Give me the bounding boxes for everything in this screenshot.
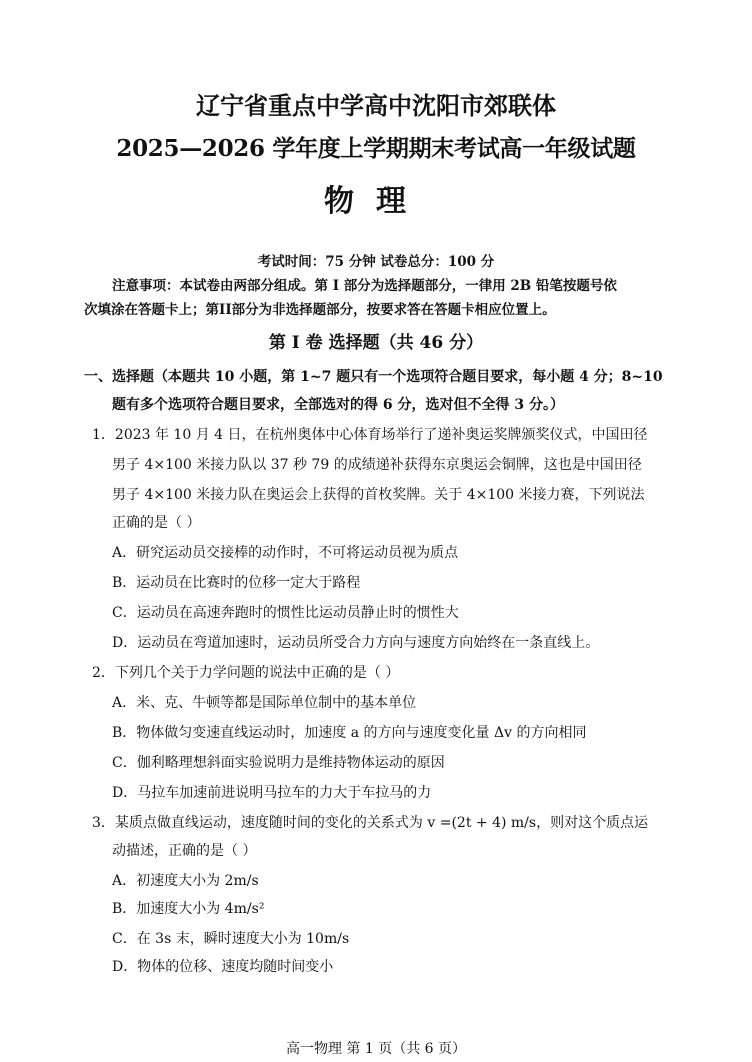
q2-option-a: A．米、克、牛顿等都是国际单位制中的基本单位 xyxy=(112,695,417,711)
q1-stem-line-4: 正确的是（ ） xyxy=(112,515,201,531)
notice-line-2: 次填涂在答题卡上；第II部分为非选择题部分，按要求答在答题卡相应位置上。 xyxy=(84,302,556,318)
subject-title: 物理 xyxy=(324,184,428,219)
q3-option-c: C．在 3s 末，瞬时速度大小为 10m/s xyxy=(112,931,350,947)
instructions-line-1: 一、选择题（本题共 10 小题，第 1~7 题只有一个选项符合题目要求，每小题 4 分；8~10 xyxy=(84,369,663,385)
q1-stem-line-1: 1．2023 年 10 月 4 日，在杭州奥体中心体育场举行了递补奥运奖牌颁奖仪式，中国田径 xyxy=(92,427,648,443)
q2-option-c: C．伽利略理想斜面实验说明力是维持物体运动的原因 xyxy=(112,755,445,771)
q2-option-b: B．物体做匀变速直线运动时，加速度 a 的方向与速度变化量 Δv 的方向相同 xyxy=(112,725,587,741)
q1-stem-line-3: 男子 4×100 米接力队在奥运会上获得的首枚奖牌。关于 4×100 米接力赛，下列说法 xyxy=(112,487,645,503)
q1-option-c: C．运动员在高速奔跑时的惯性比运动员静止时的惯性大 xyxy=(112,605,459,621)
q3-option-a: A．初速度大小为 2m/s xyxy=(112,873,259,889)
q3-option-b: B．加速度大小为 4m/s² xyxy=(112,901,265,917)
notice-line-1: 注意事项：本试卷由两部分组成。第 I 部分为选择题部分，一律用 2B 铅笔按题号依 xyxy=(112,278,617,294)
q2-stem-line-1: 2．下列几个关于力学问题的说法中正确的是（ ） xyxy=(92,665,400,681)
section-title: 第 I 卷 选择题（共 46 分） xyxy=(268,333,484,353)
q3-stem-line-2: 动描述，正确的是（ ） xyxy=(112,843,257,859)
q1-option-a: A．研究运动员交接棒的动作时，不可将运动员视为质点 xyxy=(112,545,459,561)
title-line-2: 2025—2026 学年度上学期期末考试高一年级试题 xyxy=(116,135,636,162)
q1-stem-line-2: 男子 4×100 米接力队以 37 秒 79 的成绩递补获得东京奥运会铜牌，这也是中国田径 xyxy=(112,457,642,473)
instructions-line-2: 题有多个选项符合题目要求，全部选对的得 6 分，选对但不全得 3 分。） xyxy=(112,397,564,413)
q2-option-d: D．马拉车加速前进说明马拉车的力大于车拉马的力 xyxy=(112,785,432,801)
title-line-1: 辽宁省重点中学高中沈阳市郊联体 xyxy=(196,91,556,120)
q3-stem-line-1: 3．某质点做直线运动，速度随时间的变化的关系式为 v =(2t + 4) m/s，则对这个质点运 xyxy=(92,815,649,831)
q3-option-d: D．物体的位移、速度均随时间变小 xyxy=(112,959,334,975)
page-footer: 高一物理 第 1 页（共 6 页） xyxy=(285,1041,467,1057)
exam-info: 考试时间：75 分钟 试卷总分：100 分 xyxy=(257,254,495,270)
q1-option-d: D．运动员在弯道加速时，运动员所受合力方向与速度方向始终在一条直线上。 xyxy=(112,635,600,651)
q1-option-b: B．运动员在比赛时的位移一定大于路程 xyxy=(112,575,361,591)
